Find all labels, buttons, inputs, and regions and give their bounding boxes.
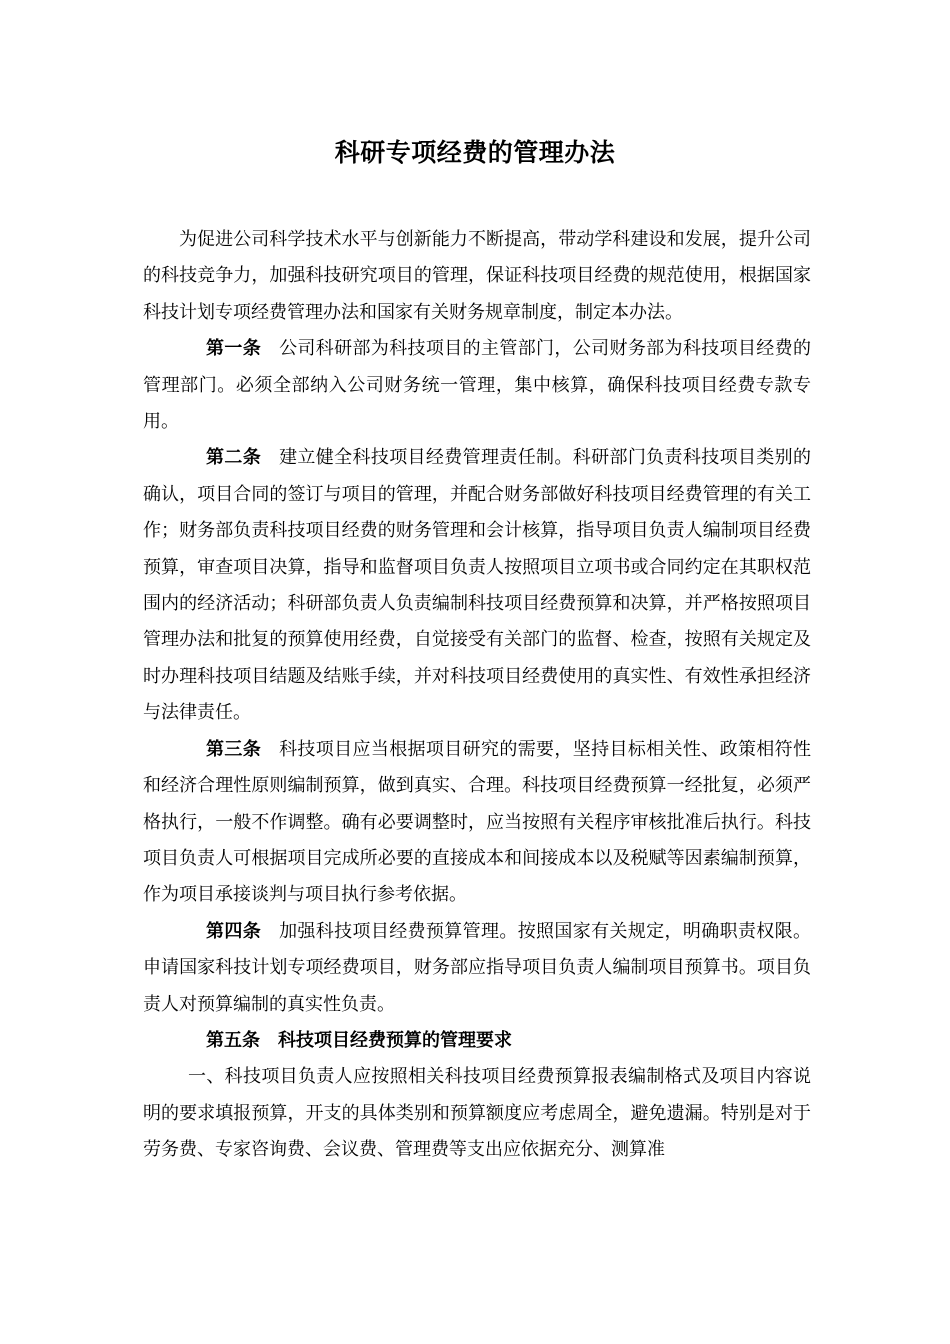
article-4-text: 加强科技项目经费预算管理。按照国家有关规定，明确职责权限。申请国家科技计划专项经费项目，财务部应指导项目负责人编制项目预算书。项目负责人对预算编制的真实性负责。 [143, 920, 812, 1015]
article-1-text: 公司科研部为科技项目的主管部门，公司财务部为科技项目经费的管理部门。必须全部纳入公司财务统一管理，集中核算，确保科技项目经费专款专用。 [143, 338, 812, 433]
article-3 [143, 732, 811, 914]
article-1-label: 第一条 [206, 338, 262, 360]
article-5-heading [143, 1023, 811, 1059]
article-1 [143, 331, 811, 440]
article-4 [143, 914, 811, 1023]
article-3-text: 科技项目应当根据项目研究的需要，坚持目标相关性、政策相符性和经济合理性原则编制预算，做到真实、合理。科技项目经费预算一经批复，必须严格执行，一般不作调整。确有必要调整时，应当按照有关程序审核批准后执行。科技项目负责人可根据项目完成所必要的直接成本和间接成本以及税赋等因素编制预算，作为项目承接谈判与项目执行参考依据。 [143, 738, 812, 906]
article-5-title: 科技项目经费预算的管理要求 [278, 1029, 512, 1051]
document-body [143, 222, 811, 1169]
article-2-label: 第二条 [206, 447, 262, 469]
article-4-label: 第四条 [206, 920, 262, 942]
article-5-item-1: 一、科技项目负责人应按照相关科技项目经费预算报表编制格式及项目内容说明的要求填报预算，开支的具体类别和预算额度应考虑周全，避免遗漏。特别是对于劳务费、专家咨询费、会议费、管理费等支出应依据充分、测算准 [143, 1066, 811, 1161]
article-2 [143, 440, 811, 731]
preamble-paragraph: 为促进公司科学技术水平与创新能力不断提高，带动学科建设和发展，提升公司的科技竞争力，加强科技研究项目的管理，保证科技项目经费的规范使用，根据国家科技计划专项经费管理办法和国家有关财务规章制度，制定本办法。 [143, 229, 811, 323]
article-2-text: 建立健全科技项目经费管理责任制。科研部门负责科技项目类别的确认，项目合同的签订与项目的管理，并配合财务部做好科技项目经费管理的有关工作；财务部负责科技项目经费的财务管理和会计核算，指导项目负责人编制项目经费预算，审查项目决算，指导和监督项目负责人按照项目立项书或合同约定在其职权范围内的经济活动；科研部负责人负责编制科技项目经费预算和决算，并严格按照项目管理办法和批复的预算使用经费，自觉接受有关部门的监督、检查，按照有关规定及时办理科技项目结题及结账手续，并对科技项目经费使用的真实性、有效性承担经济与法律责任。 [143, 447, 812, 724]
article-3-label: 第三条 [206, 738, 262, 760]
document-title: 科研专项经费的管理办法 [334, 138, 616, 167]
article-5-label: 第五条 [206, 1029, 260, 1051]
